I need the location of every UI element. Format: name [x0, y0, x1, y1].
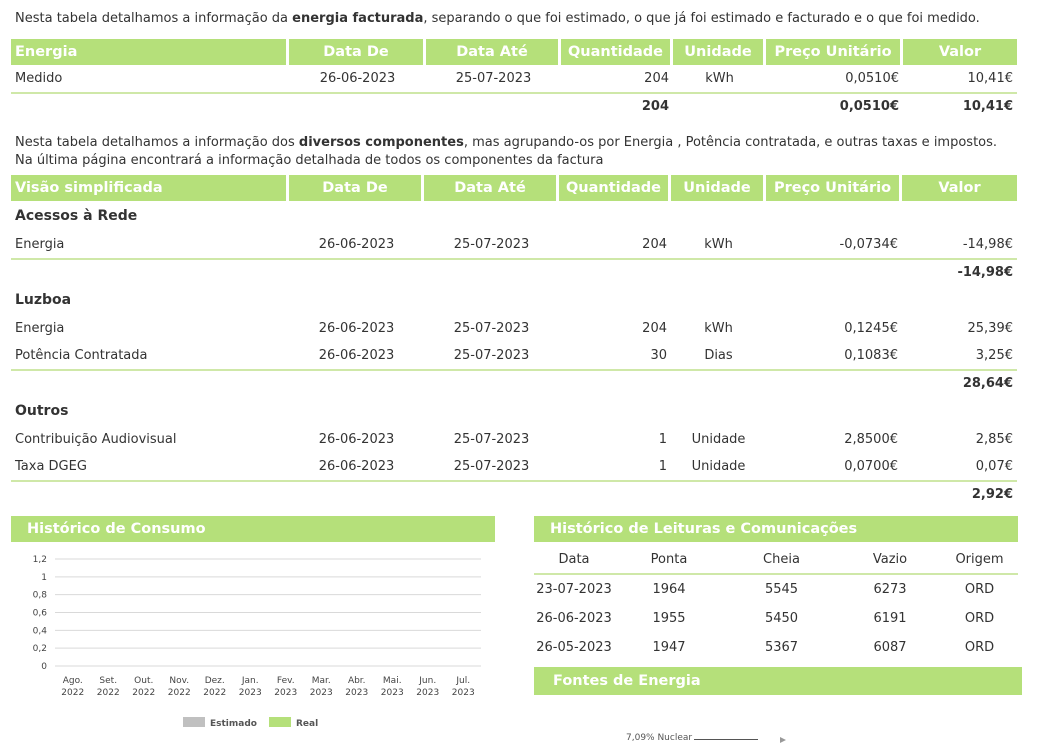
leituras-table [534, 545, 1018, 662]
total-price: 0,0510€ [839, 99, 899, 114]
section-title-row [11, 396, 1017, 426]
table-row [534, 574, 1018, 604]
row-price: -0,0734€ [766, 231, 902, 260]
x-tick-label: 2023 [451, 688, 475, 698]
section-total: -14,98€ [957, 265, 1013, 280]
col-header: Energia [11, 39, 289, 65]
row-price: 0,0510€ [766, 65, 903, 94]
row-label: Contribuição Audiovisual [15, 432, 177, 447]
section-title: Acessos à Rede [15, 208, 138, 224]
cell-data: 26-05-2023 [536, 640, 612, 655]
col-header: Valor [902, 175, 1017, 201]
y-tick-label: 0,2 [32, 644, 47, 655]
row-quantity: 204 [642, 321, 667, 336]
intro-text: , mas agrupando-os por Energia , Potência contratada, e outras taxas e impostos. Na última página encontrará a informação detalhada de todos os componentes da factura [15, 135, 998, 168]
intro-componentes [15, 134, 1015, 170]
row-date-from: 26-06-2023 [289, 231, 424, 260]
table-row [11, 426, 1017, 453]
table-row [11, 231, 1017, 260]
consumo-chart [11, 544, 495, 740]
col-header: Data De [289, 39, 426, 65]
row-date-to: 25-07-2023 [453, 432, 530, 447]
row-label: Medido [11, 65, 289, 94]
row-value: 0,07€ [902, 453, 1017, 482]
row-price: 0,1245€ [844, 321, 898, 336]
intro-text: , separando o que foi estimado, o que já foi estimado e facturado e o que foi medido. [423, 11, 980, 26]
y-tick-label: 0,4 [32, 626, 47, 637]
cell-cheia: 5545 [764, 582, 799, 597]
table-header-row [11, 175, 1017, 201]
fontes-panel-title: Fontes de Energia [534, 667, 1022, 695]
x-tick-label: 2023 [416, 688, 440, 698]
row-date-from: 26-06-2023 [318, 432, 395, 447]
section-total-row [11, 260, 1017, 285]
cell-data: 26-06-2023 [536, 611, 612, 626]
legend-label: Real [296, 719, 319, 729]
row-unit: kWh [673, 65, 766, 94]
col-header: Valor [903, 39, 1017, 65]
x-tick-label: 2023 [238, 688, 262, 698]
row-date-to: 25-07-2023 [426, 65, 561, 94]
table-row [11, 453, 1017, 482]
col-header: Data Até [424, 175, 559, 201]
col-header: Ponta [614, 545, 724, 574]
table-row [11, 65, 1017, 94]
cell-data: 23-07-2023 [536, 582, 612, 597]
section-total: 2,92€ [971, 487, 1013, 502]
y-tick-label: 0,8 [32, 590, 47, 601]
col-header: Data Até [426, 39, 561, 65]
legend-label: Estimado [210, 719, 257, 729]
row-price: 2,8500€ [844, 432, 898, 447]
legend-swatch [183, 717, 205, 727]
energia-table [11, 39, 1017, 119]
x-tick-label: 2022 [132, 688, 156, 698]
x-tick-label: 2022 [203, 688, 227, 698]
total-value: 10,41€ [962, 99, 1013, 114]
row-unit: Unidade [691, 432, 746, 447]
table-header-row [11, 39, 1017, 65]
row-date-from: 26-06-2023 [289, 65, 426, 94]
section-title-row [11, 201, 1017, 231]
intro-text: Nesta tabela detalhamos a informação dos [15, 135, 299, 150]
x-tick-label: Dez. [204, 676, 225, 686]
row-quantity: 1 [658, 432, 667, 447]
x-tick-label: Jan. [241, 676, 259, 686]
y-tick-label: 1,2 [32, 555, 47, 565]
row-quantity: 30 [559, 342, 671, 371]
row-value: 10,41€ [903, 65, 1017, 94]
row-date-to: 25-07-2023 [424, 342, 559, 371]
row-date-to: 25-07-2023 [424, 231, 559, 260]
x-tick-label: 2023 [345, 688, 369, 698]
col-header: Quantidade [561, 39, 673, 65]
cell-origem: ORD [964, 582, 995, 597]
y-tick-label: 0 [41, 662, 47, 672]
row-label: Energia [11, 231, 289, 260]
y-tick-label: 0,6 [32, 608, 47, 619]
row-unit: kWh [671, 231, 766, 260]
col-header: Data De [289, 175, 424, 201]
x-tick-label: Set. [99, 676, 118, 686]
col-header: Preço Unitário [766, 175, 902, 201]
row-label: Taxa DGEG [11, 453, 289, 482]
cell-ponta: 1947 [652, 640, 686, 655]
cell-origem: ORD [964, 640, 995, 655]
total-row [11, 94, 1017, 119]
nuclear-label-text: 7,09% Nuclear [626, 733, 693, 743]
table-row [11, 342, 1017, 371]
cell-vazio: 6087 [873, 640, 907, 655]
visao-simplificada-table [11, 175, 1017, 507]
intro-energia-facturada [15, 10, 1015, 28]
x-tick-label: 2023 [274, 688, 298, 698]
col-header: Data [534, 545, 614, 574]
intro-bold: energia facturada [292, 11, 424, 26]
x-tick-label: Fev. [276, 676, 295, 686]
row-quantity: 204 [559, 231, 671, 260]
row-date-to: 25-07-2023 [424, 453, 559, 482]
section-title: Outros [15, 403, 69, 419]
x-tick-label: Out. [134, 676, 154, 686]
x-tick-label: Jun. [419, 676, 437, 686]
row-quantity: 204 [561, 65, 673, 94]
intro-text: Nesta tabela detalhamos a informação da [15, 11, 293, 26]
row-label: Potência Contratada [11, 342, 289, 371]
table-row [534, 633, 1018, 662]
row-price: 0,0700€ [766, 453, 902, 482]
x-tick-label: 2022 [61, 688, 85, 698]
col-header: Unidade [671, 175, 766, 201]
cell-vazio: 6191 [873, 611, 907, 626]
row-unit: Unidade [671, 453, 766, 482]
row-date-to: 25-07-2023 [453, 321, 530, 336]
table-row [11, 315, 1017, 342]
row-label: Energia [15, 321, 65, 336]
x-tick-label: 2022 [96, 688, 120, 698]
x-tick-label: Jul. [456, 676, 471, 686]
row-unit: kWh [704, 321, 733, 336]
col-header: Unidade [673, 39, 766, 65]
x-tick-label: Ago. [62, 676, 83, 686]
col-header: Origem [941, 545, 1018, 574]
col-header: Visão simplificada [11, 175, 289, 201]
section-total-row [11, 371, 1017, 396]
x-tick-label: Mai. [382, 676, 402, 686]
total-quantity: 204 [641, 99, 669, 114]
y-tick-label: 1 [41, 572, 47, 583]
consumo-panel-title: Histórico de Consumo [11, 516, 495, 542]
section-total-row [11, 482, 1017, 507]
col-header: Vazio [839, 545, 941, 574]
row-value: 25,39€ [967, 321, 1013, 336]
nuclear-leader-line [694, 739, 758, 740]
cell-origem: ORD [964, 611, 995, 626]
pie-slice-marker-icon [780, 737, 786, 743]
x-tick-label: 2023 [380, 688, 404, 698]
table-row [534, 604, 1018, 633]
col-header: Preço Unitário [766, 39, 903, 65]
row-value: -14,98€ [902, 231, 1017, 260]
legend-swatch [269, 717, 291, 727]
row-date-from: 26-06-2023 [289, 342, 424, 371]
col-header: Quantidade [559, 175, 671, 201]
section-title-row [11, 285, 1017, 315]
table-header-row [534, 545, 1018, 574]
section-total: 28,64€ [962, 376, 1013, 391]
cell-ponta: 1955 [652, 611, 686, 626]
row-value: 2,85€ [975, 432, 1013, 447]
row-price: 0,1083€ [766, 342, 902, 371]
x-tick-label: Mar. [311, 676, 331, 686]
x-tick-label: 2023 [309, 688, 333, 698]
row-unit: Dias [671, 342, 766, 371]
x-tick-label: Abr. [347, 676, 366, 686]
row-quantity: 1 [559, 453, 671, 482]
cell-vazio: 6273 [873, 582, 907, 597]
section-title: Luzboa [15, 292, 72, 308]
leituras-panel-title: Histórico de Leituras e Comunicações [534, 516, 1018, 542]
row-value: 3,25€ [902, 342, 1017, 371]
cell-ponta: 1964 [652, 582, 686, 597]
row-date-from: 26-06-2023 [318, 321, 395, 336]
row-date-from: 26-06-2023 [289, 453, 424, 482]
intro-bold: diversos componentes [298, 135, 464, 150]
x-tick-label: 2022 [167, 688, 191, 698]
col-header: Cheia [724, 545, 839, 574]
cell-cheia: 5450 [764, 611, 799, 626]
x-tick-label: Nov. [169, 676, 190, 686]
cell-cheia: 5367 [764, 640, 799, 655]
